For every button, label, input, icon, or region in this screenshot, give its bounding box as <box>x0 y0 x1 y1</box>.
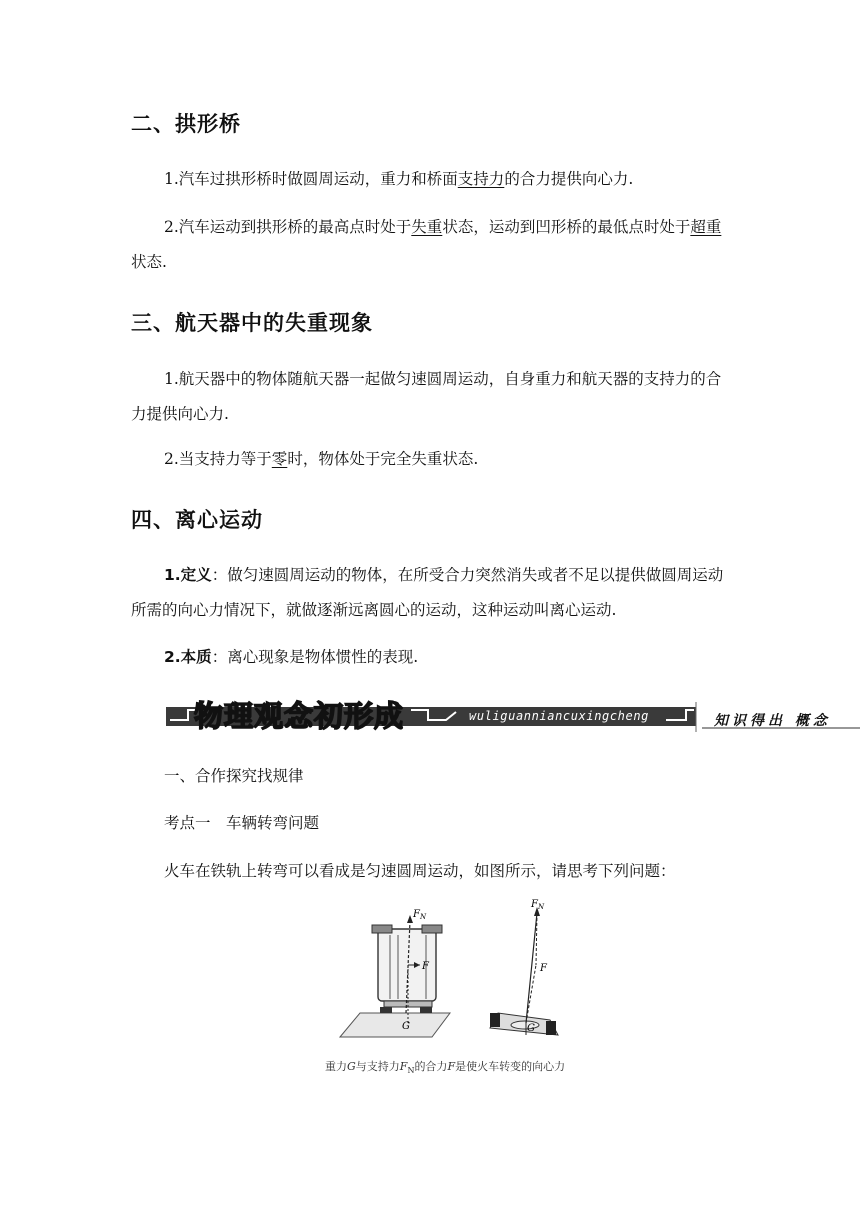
text: 的合力提供向心力. <box>504 170 634 188</box>
section-heading-arch-bridge: 二、拱形桥 <box>131 112 241 136</box>
paragraph-centrifugal-1 <box>131 558 731 628</box>
text: N <box>407 1066 415 1076</box>
exploration-intro: 火车在铁轨上转弯可以看成是匀速圆周运动，如图所示，请思考下列问题： <box>164 862 676 880</box>
label-gravity-left: G <box>402 1021 410 1032</box>
text: 与支持力 <box>355 1060 400 1073</box>
paragraph-centrifugal-2 <box>131 640 731 675</box>
underlined-term: 失重 <box>411 218 443 236</box>
section-banner <box>166 692 860 734</box>
text: 2.当支持力等于 <box>164 450 272 468</box>
text: 重力 <box>325 1060 347 1073</box>
section-heading-centrifugal: 四、离心运动 <box>131 508 263 532</box>
definition-label: 1.定义 <box>164 566 212 584</box>
underlined-term: 零 <box>271 450 288 468</box>
exploration-title: 一、合作探究找规律 <box>164 767 304 785</box>
section-heading-spacecraft: 三、航天器中的失重现象 <box>131 311 373 335</box>
text: 状态. <box>131 253 167 271</box>
underlined-term: 支持力 <box>457 170 505 188</box>
label-normal-force-left: $F_N$ <box>413 909 427 921</box>
label-net-force-left: F <box>422 961 429 972</box>
text: 是使火车转变的向心力 <box>455 1060 566 1073</box>
text: 状态，运动到凹形桥的最低点时处于 <box>442 218 691 236</box>
text: F <box>399 1060 408 1073</box>
text: 1.航天器中的物体随航天器一起做匀速圆周运动，自身重力和航天器的支持力的合力提供向心力. <box>131 370 722 423</box>
essence-label: 2.本质 <box>164 648 212 666</box>
text: 1.汽车过拱形桥时做圆周运动，重力和桥面 <box>164 170 458 188</box>
train-force-diagram <box>330 895 600 1055</box>
label-normal-force-right: $F_N$ <box>531 899 545 911</box>
text: F <box>447 1060 456 1073</box>
figure-caption <box>325 1058 565 1075</box>
text: 时，物体处于完全失重状态. <box>287 450 479 468</box>
text: 的合力 <box>414 1060 448 1073</box>
label-net-force-right: F <box>540 963 547 974</box>
paragraph-space-2 <box>131 442 731 477</box>
paragraph-bridge-1 <box>131 162 731 197</box>
diagram-drawing <box>330 895 600 1055</box>
exam-point-title: 考点一 车辆转弯问题 <box>164 814 320 832</box>
paragraph-bridge-2 <box>131 210 731 280</box>
underlined-term: 超重 <box>690 218 722 236</box>
text: G <box>347 1060 356 1073</box>
banner-subtitle: 知识得出 概念 <box>714 713 831 729</box>
banner-pinyin: wuliguanniancuxingcheng <box>469 709 649 723</box>
label-gravity-right: G <box>527 1023 535 1034</box>
banner-title: 物理观念初形成 <box>194 699 405 733</box>
paragraph-space-1 <box>131 362 731 432</box>
text: ：做匀速圆周运动的物体，在所受合力突然消失或者不足以提供做圆周运动所需的向心力情况下，就做逐渐远离圆心的运动，这种运动叫离心运动. <box>131 566 724 619</box>
text: ：离心现象是物体惯性的表现. <box>211 648 419 666</box>
text: 2.汽车运动到拱形桥的最高点时处于 <box>164 218 412 236</box>
